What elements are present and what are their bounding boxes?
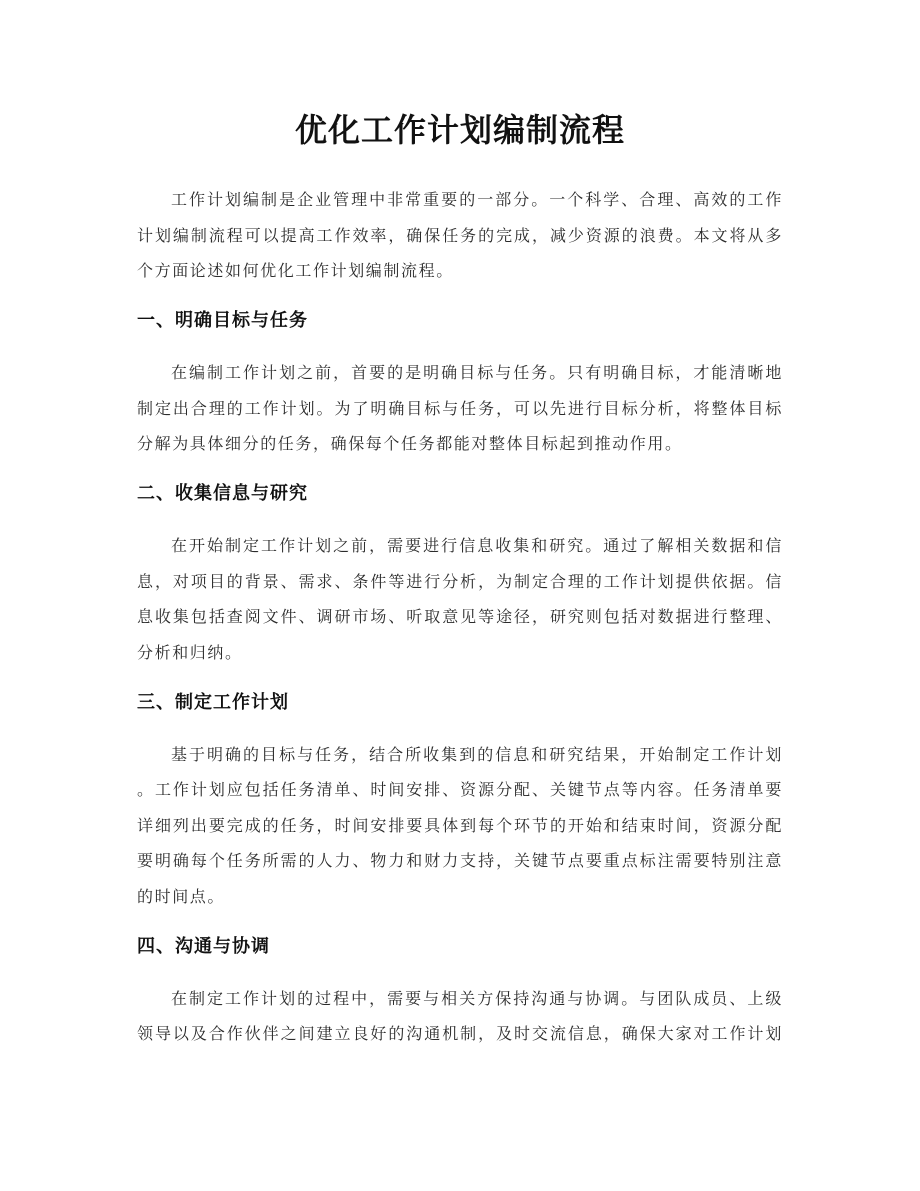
paragraph-line: 工作计划编制是企业管理中非常重要的一部分。一个科学、合理、高效的工作 <box>171 190 783 209</box>
section-heading: 三、制定工作计划 <box>137 691 289 713</box>
section-paragraph <box>137 737 783 915</box>
paragraph-line: 基于明确的目标与任务，结合所收集到的信息和研究结果，开始制定工作计划 <box>171 744 783 764</box>
paragraph-line: 领导以及合作伙伴之间建立良好的沟通机制，及时交流信息，确保大家对工作计划 <box>137 1024 783 1043</box>
paragraph-line: 分析和归纳。 <box>137 642 243 662</box>
paragraph-line: 息收集包括查阅文件、调研市场、听取意见等途径，研究则包括对数据进行整理、 <box>137 607 783 626</box>
paragraph-line: 详细列出要完成的任务，时间安排要具体到每个环节的开始和结束时间，资源分配 <box>137 815 783 835</box>
section-heading: 四、沟通与协调 <box>137 935 270 957</box>
document-body <box>137 182 783 1052</box>
paragraph-line: 制定出合理的工作计划。为了明确目标与任务，可以先进行目标分析，将整体目标 <box>137 398 783 418</box>
section-paragraph <box>137 355 783 462</box>
paragraph-line: 分解为具体细分的任务，确保每个任务都能对整体目标起到推动作用。 <box>137 434 683 453</box>
paragraph-line: 在开始制定工作计划之前，需要进行信息收集和研究。通过了解相关数据和信 <box>171 536 783 555</box>
paragraph-line: 在编制工作计划之前，首要的是明确目标与任务。只有明确目标，才能清晰地 <box>171 363 783 382</box>
section-communication <box>137 932 783 1052</box>
section-paragraph <box>137 981 783 1052</box>
paragraph-line: 的时间点。 <box>137 886 226 906</box>
paragraph-line: 。工作计划应包括任务清单、时间安排、资源分配、关键节点等内容。任务清单要 <box>137 780 783 799</box>
section-research <box>137 479 783 670</box>
section-heading: 二、收集信息与研究 <box>137 483 308 504</box>
section-planning <box>137 688 783 915</box>
paragraph-line: 计划编制流程可以提高工作效率，确保任务的完成，减少资源的浪费。本文将从多 <box>137 225 783 245</box>
paragraph-line: 个方面论述如何优化工作计划编制流程。 <box>137 261 454 280</box>
section-heading: 一、明确目标与任务 <box>137 310 308 331</box>
paragraph-line: 息，对项目的背景、需求、条件等进行分析，为制定合理的工作计划提供依据。信 <box>137 571 783 591</box>
intro-paragraph <box>137 182 783 289</box>
paragraph-line: 要明确每个任务所需的人力、物力和财力支持，关键节点要重点标注需要特别注意 <box>137 851 783 870</box>
section-paragraph <box>137 528 783 670</box>
document-title: 优化工作计划编制流程 <box>294 111 625 149</box>
section-goals <box>137 306 783 462</box>
paragraph-line: 在制定工作计划的过程中，需要与相关方保持沟通与协调。与团队成员、上级 <box>171 988 783 1008</box>
